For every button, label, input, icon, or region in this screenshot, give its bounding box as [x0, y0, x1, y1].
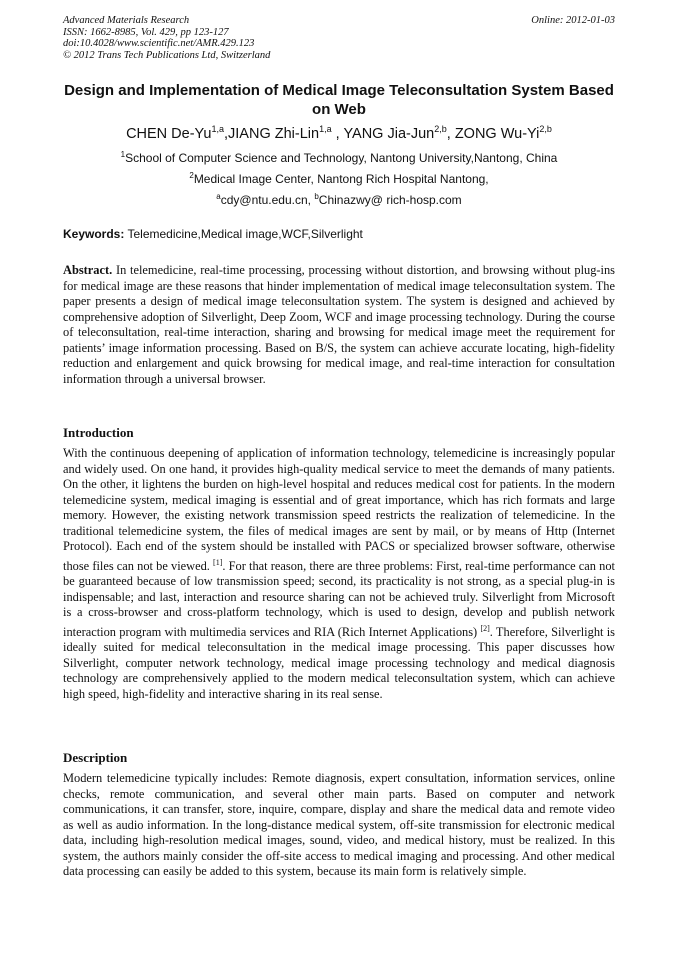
- keywords-label: Keywords:: [63, 227, 125, 241]
- description-body: Modern telemedicine typically includes: Remote diagnosis, expert consultation, information services, online checks, remote communication, and several other main parts. Based on computer and network communications, it can transfer, store, inquire, compare, display and share the medical data and remote video as well as audio information. In the long-distance medical system, off-site transmission for electronic medical data, including high-resolution medical images, sound, video, and medical history, must be realized. In this system, the authors mainly consider the off-site access to medical imaging and processing. And other medical data processing can easily be added to this system, because its main form is relatively simple.: [63, 771, 615, 878]
- introduction-body: With the continuous deepening of application of information technology, telemedicine is increasingly popular and widely used. On one hand, it provides high-quality medical service to meet the demands of many patients. On the other, it lightens the burden on high-level hospital and reduces medical cost for patients. In the modern telemedicine system, medical imaging is essential and of great importance, which has rich formats and large memory. However, the existing network transmission speed restricts the realization of telemedicine. In the traditional telemedicine system, the files of medical images are sent by mail, or by means of Http (Internet Protocol). Each end of the system should be installed with PACS or specialized browser software, otherwise those files can not be viewed. [1]. For that reason, there are three problems: First, real-time performance can not be guaranteed because of low transmission speed; second, its practicality is not strong, as a special plug-in is indispensable; and last, interaction and resource sharing can not be achieved truly. Silverlight from Microsoft is a cross-browser and cross-platform technology, which is used to design, develop and publish network interaction program with multimedia services and RIA (Rich Internet Applications) [2]. Therefore, Silverlight is ideally suited for medical teleconsultation in the medical image processing. This paper discusses how Silverlight, computer network technology, medical image processing technology and medical diagnosis technology are comprehensively applied to the modern medical teleconsultation system, which can achieve high speed, high-fidelity and interactive sharing in its real sense.: [63, 446, 615, 701]
- copyright-line: © 2012 Trans Tech Publications Ltd, Switzerland: [63, 49, 271, 61]
- email-a[interactable]: cdy@ntu.edu.cn,: [220, 193, 315, 207]
- doi-line: doi:10.4028/www.scientific.net/AMR.429.123: [63, 38, 255, 50]
- introduction-heading: Introduction: [63, 425, 134, 440]
- author-affiliation-marker: 2,b: [434, 124, 447, 134]
- author-emails: $^a$cdy@ntu.edu.cn, $^b$Chinazwy@ rich-hosp.com: [216, 192, 462, 207]
- author-name: YANG Jia-Jun: [343, 125, 435, 142]
- issn-line: ISSN: 1662-8985, Vol. 429, pp 123-127: [63, 26, 229, 38]
- author-list: CHEN De-Yu$^{1,a}$,JIANG Zhi-Lin$^{1,a}$ , YANG Jia-Jun$^{2,b}$, ZONG Wu-Yi$^{2,b}$: [126, 124, 552, 142]
- abstract-text: In telemedicine, real-time processing, processing without distortion, and browsing without plug-ins for medical image are these reasons that hinder implementation of medical image teleconsultation system. The paper presents a design of medical image teleconsultation system. The system is designed and achieved by comprehensive adoption of Silverlight, Deep Zoom, WCF and image processing technology. During the course of teleconsultation, real-time interaction, sharing and browsing for medical image meet the requirement for patients’ image information processing. Based on B/S, the system can achieve accurate locating, high-fidelity reduction and enlargement and quick browsing for medical image, and real-time interaction for consultation information through a universal browser.: [63, 263, 615, 386]
- keywords-text: Telemedicine,Medical image,WCF,Silverlight: [124, 227, 363, 241]
- citation-1[interactable]: [1]: [213, 557, 223, 567]
- email-b[interactable]: Chinazwy@ rich-hosp.com: [318, 193, 462, 207]
- journal-name: Advanced Materials Research: [63, 15, 190, 26]
- description-heading: Description: [63, 750, 128, 765]
- author-affiliation-marker: 1,a: [211, 124, 224, 134]
- keywords: [63, 227, 363, 241]
- affiliation-1: $^1$School of Computer Science and Technology, Nantong University,Nantong, China: [120, 150, 558, 165]
- paper-title: Design and Implementation of Medical Image Teleconsultation System Based on Web: [64, 82, 614, 118]
- citation-2[interactable]: [2]: [480, 623, 490, 633]
- author-name: JIANG Zhi-Lin: [228, 125, 320, 142]
- affiliation-2: $^2$Medical Image Center, Nantong Rich Hospital Nantong,: [189, 171, 489, 186]
- journal-header: [63, 15, 270, 61]
- author-affiliation-marker: 2,b: [539, 124, 552, 134]
- online-date: Online: 2012-01-03: [531, 15, 615, 26]
- author-name: CHEN De-Yu: [126, 125, 212, 142]
- abstract: [63, 263, 615, 387]
- author-affiliation-marker: 1,a: [319, 124, 332, 134]
- author-name: ZONG Wu-Yi: [454, 125, 540, 142]
- abstract-label: Abstract.: [63, 263, 113, 277]
